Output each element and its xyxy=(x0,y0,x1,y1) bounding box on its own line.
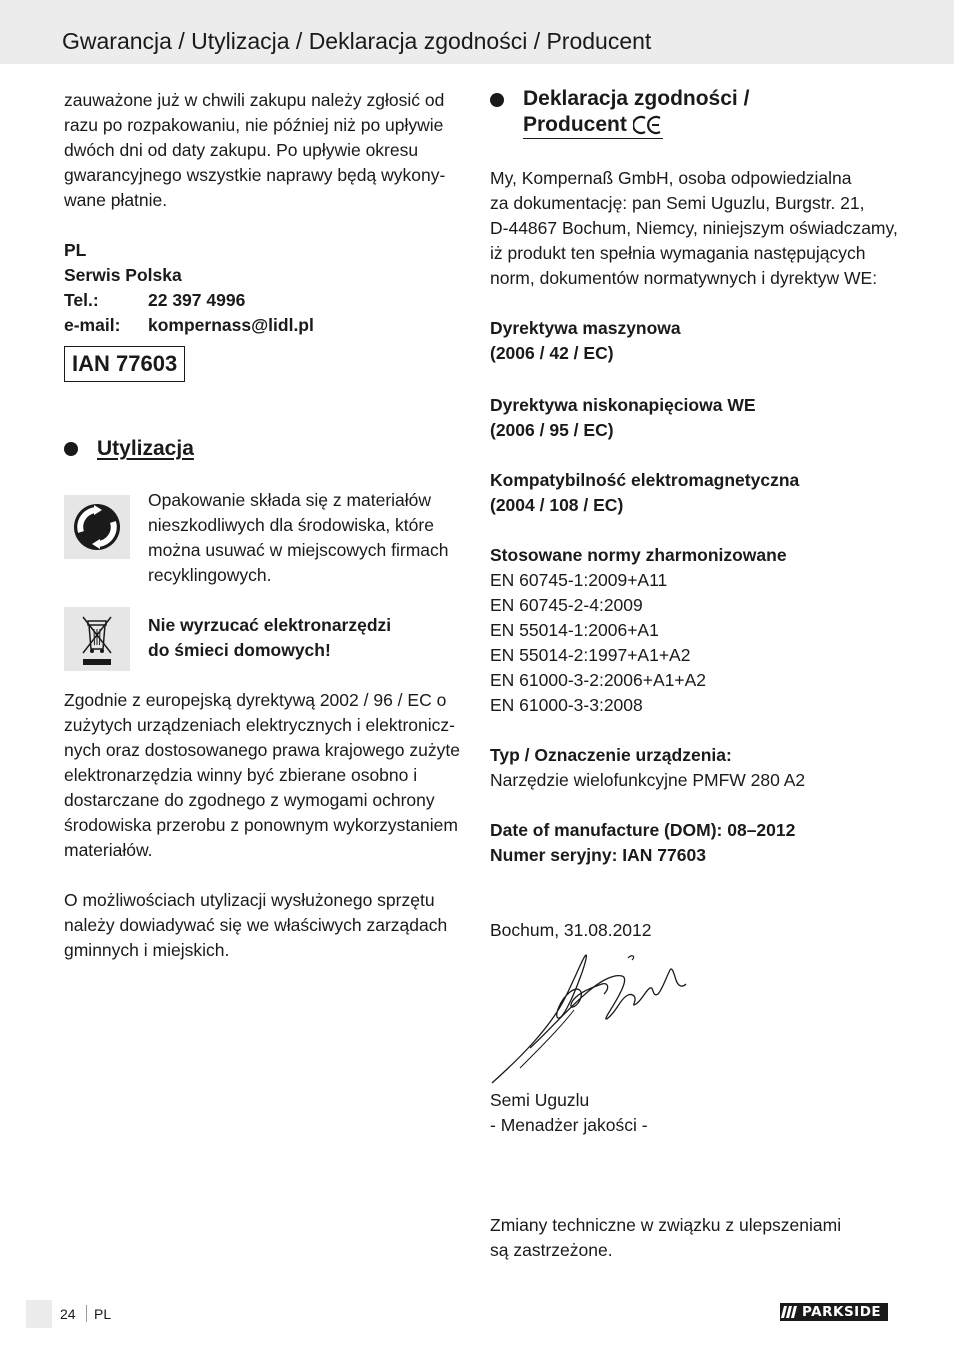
technical-note xyxy=(490,1213,910,1263)
standards-title: Stosowane normy zharmonizowane xyxy=(490,545,787,565)
text-line: (2006 / 95 / EC) xyxy=(490,420,614,440)
ian-box: IAN 77603 xyxy=(64,346,185,382)
declaration-intro xyxy=(490,166,910,291)
declaration-title-line2: Producent xyxy=(523,113,627,136)
page-number: 24 xyxy=(60,1306,76,1322)
footer-marker xyxy=(26,1300,52,1328)
serial-line: Numer seryjny: IAN 77603 xyxy=(490,845,706,865)
email-label: e-mail: xyxy=(64,315,121,335)
text-line: gwarancyjnego wszystkie naprawy będą wykony- xyxy=(64,165,446,185)
tel-value: 22 397 4996 xyxy=(148,290,246,310)
directive-paragraph xyxy=(64,688,464,963)
text-line: wane płatnie. xyxy=(64,190,168,210)
page-title: Gwarancja / Utylizacja / Deklaracja zgodności / Producent xyxy=(62,28,652,54)
text-line: za dokumentację: pan Semi Uguzlu, Burgstr. 21, xyxy=(490,193,865,213)
email-value: kompernass@lidl.pl xyxy=(148,315,314,335)
footer-divider xyxy=(86,1305,87,1322)
text-line: My, Kompernaß GmbH, osoba odpowiedzialna xyxy=(490,168,852,188)
text-line: zauważone już w chwili zakupu należy zgłosić od xyxy=(64,90,445,110)
text-line: O możliwościach utylizacji wysłużonego sprzętu xyxy=(64,890,435,910)
signature-image xyxy=(490,948,700,1088)
contact-service: Serwis Polska xyxy=(64,265,182,285)
signer-role: - Menadżer jakości - xyxy=(490,1115,648,1135)
text-line: (2004 / 108 / EC) xyxy=(490,495,624,515)
place-date: Bochum, 31.08.2012 xyxy=(490,920,652,940)
type-value: Narzędzie wielofunkcyjne PMFW 280 A2 xyxy=(490,770,806,790)
standard-item: EN 60745-2-4:2009 xyxy=(490,595,643,615)
harmonised-standards xyxy=(490,543,910,718)
text-line: norm, dokumentów normatywnych i dyrektyw WE: xyxy=(490,268,878,288)
right-column xyxy=(490,86,910,943)
contact-country: PL xyxy=(64,240,87,260)
text-line: dwóch dni od daty zakupu. Po upływie okresu xyxy=(64,140,419,160)
text-line: Nie wyrzucać elektronarzędzi xyxy=(148,615,392,635)
standard-item: EN 55014-2:1997+A1+A2 xyxy=(490,645,691,665)
ce-mark-icon xyxy=(633,115,663,135)
text-line: środowiska przerobu z ponownym wykorzystaniem xyxy=(64,815,458,835)
standard-item: EN 55014-1:2006+A1 xyxy=(490,620,659,640)
weee-warning-text xyxy=(148,613,468,663)
text-line: należy dowiadywać się we właściwych zarządach xyxy=(64,915,448,935)
declaration-title-line1: Deklaracja zgodności / xyxy=(523,87,750,110)
declaration-heading xyxy=(490,86,910,139)
standard-item: EN 61000-3-3:2008 xyxy=(490,695,643,715)
text-line: Dyrektywa niskonapięciowa WE xyxy=(490,395,756,415)
standard-item: EN 60745-1:2009+A11 xyxy=(490,570,668,590)
machinery-directive xyxy=(490,316,910,366)
text-line: recyklingowych. xyxy=(148,565,272,585)
parkside-logo xyxy=(780,1303,888,1321)
text-line: Zgodnie z europejską dyrektywą 2002 / 96 / EC o xyxy=(64,690,447,710)
left-column xyxy=(64,88,464,338)
text-line: zużytych urządzeniach elektrycznych i elektronicz- xyxy=(64,715,455,735)
disposal-title: Utylizacja xyxy=(97,437,194,460)
text-line: (2006 / 42 / EC) xyxy=(490,343,614,363)
text-line: Dyrektywa maszynowa xyxy=(490,318,681,338)
disposal-heading xyxy=(64,436,194,461)
text-line: są zastrzeżone. xyxy=(490,1240,613,1260)
text-line: nych oraz dostosowanego prawa krajowego zużyte xyxy=(64,740,460,760)
text-line: nieszkodliwych dla środowiska, które xyxy=(148,515,434,535)
text-line: razu po rozpakowaniu, nie później niż po upływie xyxy=(64,115,444,135)
warranty-intro xyxy=(64,88,464,213)
low-voltage-directive xyxy=(490,393,910,443)
type-title: Typ / Oznaczenie urządzenia: xyxy=(490,745,732,765)
text-line: materiałów. xyxy=(64,840,153,860)
signer-block xyxy=(490,1088,910,1138)
service-contact xyxy=(64,238,464,338)
page-header xyxy=(0,0,954,64)
text-line: Opakowanie składa się z materiałów xyxy=(148,490,432,510)
text-line: do śmieci domowych! xyxy=(148,640,331,660)
page-language: PL xyxy=(94,1306,112,1322)
text-line: dostarczane do zgodnego z wymogami ochrony xyxy=(64,790,435,810)
device-type xyxy=(490,743,910,793)
text-line: iż produkt ten spełnia wymagania następujących xyxy=(490,243,866,263)
logo-text: PARKSIDE xyxy=(802,1304,882,1320)
dom-line: Date of manufacture (DOM): 08–2012 xyxy=(490,820,796,840)
bullet-icon xyxy=(64,442,78,456)
weee-crossed-bin-icon xyxy=(64,607,130,671)
text-line: Kompatybilność elektromagnetyczna xyxy=(490,470,800,490)
contact-email-row xyxy=(64,313,464,338)
emc-directive xyxy=(490,468,910,518)
packaging-text xyxy=(148,488,468,588)
text-line: gminnych i miejskich. xyxy=(64,940,230,960)
bullet-icon xyxy=(490,93,504,107)
standard-item: EN 61000-3-2:2006+A1+A2 xyxy=(490,670,706,690)
text-line: elektronarzędzia winny być zbierane osobno i xyxy=(64,765,418,785)
logo-stripes-icon xyxy=(780,1303,802,1321)
contact-tel-row xyxy=(64,288,464,313)
manufacture-info xyxy=(490,818,910,868)
text-line: D-44867 Bochum, Niemcy, niniejszym oświadczamy, xyxy=(490,218,898,238)
green-dot-recycling-icon xyxy=(64,495,130,559)
tel-label: Tel.: xyxy=(64,290,99,310)
text-line: Zmiany techniczne w związku z ulepszeniami xyxy=(490,1215,842,1235)
text-line: można usuwać w miejscowych firmach xyxy=(148,540,449,560)
signer-name: Semi Uguzlu xyxy=(490,1090,590,1110)
